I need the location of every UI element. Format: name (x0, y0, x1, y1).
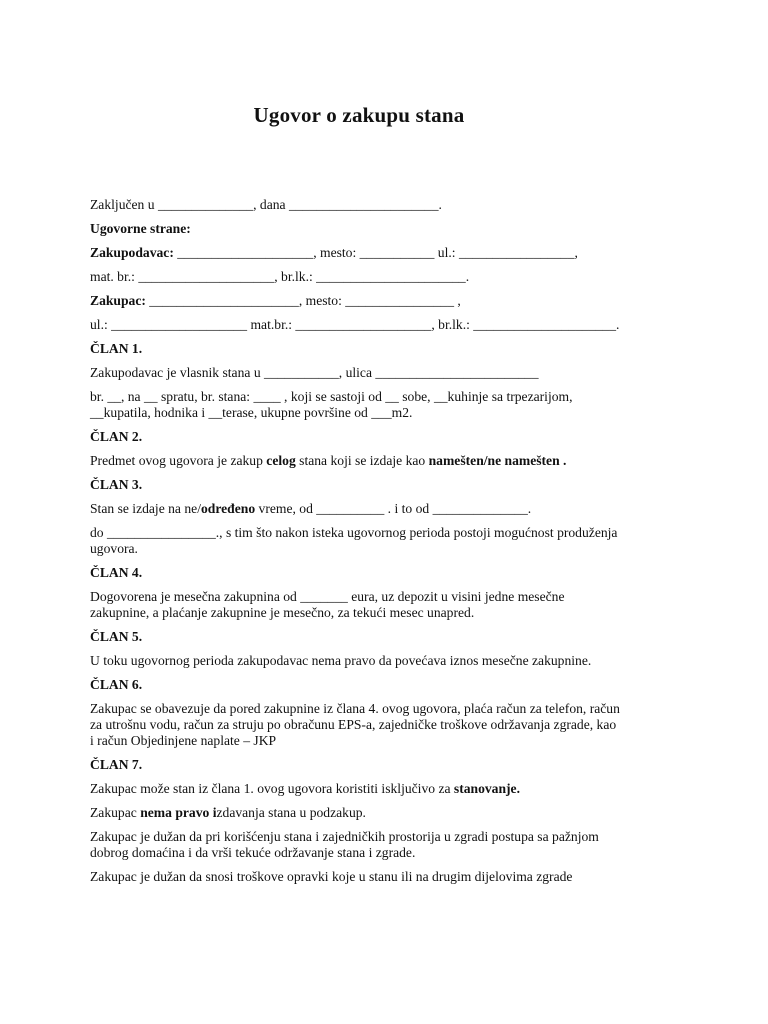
body-text: ul.: ____________________ mat.br.: ____________________, br.lk.: _____________________. (90, 317, 620, 332)
body-text: Zakupac (90, 805, 141, 820)
body-text: Stan se izdaje na ne/ (90, 501, 201, 516)
bold-text: stanovanje. (453, 781, 520, 796)
document-line (90, 525, 690, 541)
body-text: ____________________, mesto: ___________ ul.: _________________, (173, 245, 578, 260)
bold-text: ČLAN 7. (90, 757, 143, 772)
body-text: zdavanja stana u podzakup. (216, 805, 366, 820)
bold-text: Ugovorne strane: (90, 221, 191, 236)
document-line (90, 701, 690, 717)
document-line (90, 405, 690, 421)
document-line (90, 453, 690, 469)
body-text: i račun Objedinjene naplate – JKP (90, 733, 277, 748)
body-text: zakupnine, a plaćanje zakupnine je mesečno, za tekući mesec unapred. (90, 605, 475, 620)
body-text: za utrošnu vodu, račun za struju po obračunu EPS-a, zajedničke troškove održavanja zgrade, kao (90, 717, 617, 732)
document-line (90, 733, 690, 749)
body-text: Zaključen u ______________, dana ______________________. (90, 197, 442, 212)
body-text: U toku ugovornog perioda zakupodavac nema pravo da povećava iznos mesečne zakupnine. (90, 653, 592, 668)
body-text: ugovora. (90, 541, 138, 556)
body-text: Zakupac se obavezuje da pored zakupnine iz člana 4. ovog ugovora, plaća račun za telefon, račun (90, 701, 620, 716)
body-text: Dogovorena je mesečna zakupnina od _______ eura, uz depozit u visini jedne mesečne (90, 589, 565, 604)
body-text: Zakupac može stan iz člana 1. ovog ugovora koristiti isključivo za (90, 781, 454, 796)
bold-text: Zakupodavac: (90, 245, 174, 260)
bold-text: određeno (200, 501, 256, 516)
document-line (90, 269, 690, 285)
body-text: Zakupac je dužan da pri korišćenju stana i zajedničkih prostorija u zgradi postupa sa pažnjom (90, 829, 599, 844)
body-text: do ________________., s tim što nakon isteka ugovornog perioda postoji mogućnost produženja (90, 525, 618, 540)
document-line (90, 829, 690, 845)
bold-text: nema pravo i (140, 805, 217, 820)
bold-text: ČLAN 6. (90, 677, 143, 692)
body-text: br. __, na __ spratu, br. stana: ____ , koji se sastoji od __ sobe, __kuhinje sa trpezarijom, (90, 389, 573, 404)
bold-text: celog (266, 453, 296, 468)
document-line (90, 477, 690, 493)
document-title: Ugovor o zakupu stana (253, 103, 465, 127)
document-line (90, 317, 690, 333)
document-line (90, 757, 690, 773)
document-line (90, 365, 690, 381)
bold-text: ČLAN 1. (90, 341, 143, 356)
body-text: Predmet ovog ugovora je zakup (90, 453, 267, 468)
document-line (90, 245, 690, 261)
body-text: mat. br.: ____________________, br.lk.: ______________________. (90, 269, 470, 284)
document-line (90, 605, 690, 621)
bold-text: namešten/ne namešten . (428, 453, 567, 468)
document-line (90, 221, 690, 237)
document-line (90, 293, 690, 309)
bold-text: ČLAN 3. (90, 477, 143, 492)
body-text: ______________________, mesto: ________________ , (145, 293, 461, 308)
body-text: vreme, od __________ . i to od ______________. (255, 501, 532, 516)
document-line (90, 341, 690, 357)
body-text: stana koji se izdaje kao (295, 453, 429, 468)
document-line (90, 501, 690, 517)
bold-text: ČLAN 4. (90, 565, 143, 580)
body-text: dobrog domaćina i da vrši tekuće održavanje stana i zgrade. (90, 845, 416, 860)
document-line (90, 869, 690, 885)
document-line (90, 589, 690, 605)
body-text: __kupatila, hodnika i __terase, ukupne površine od ___m2. (90, 405, 413, 420)
document-line (90, 781, 690, 797)
bold-text: Zakupac: (90, 293, 146, 308)
document-line (90, 541, 690, 557)
document-line (90, 629, 690, 645)
document-line (90, 389, 690, 405)
bold-text: ČLAN 5. (90, 629, 143, 644)
document-line (90, 845, 690, 861)
document-line (90, 677, 690, 693)
body-text: Zakupac je dužan da snosi troškove opravki koje u stanu ili na drugim dijelovima zgrade (90, 869, 573, 884)
document-line (90, 429, 690, 445)
document-line (90, 653, 690, 669)
document-line (90, 197, 690, 213)
document-line (90, 805, 690, 821)
document-line (90, 717, 690, 733)
body-text: Zakupodavac je vlasnik stana u ___________, ulica ________________________ (90, 365, 539, 380)
bold-text: ČLAN 2. (90, 429, 143, 444)
document-line (90, 565, 690, 581)
